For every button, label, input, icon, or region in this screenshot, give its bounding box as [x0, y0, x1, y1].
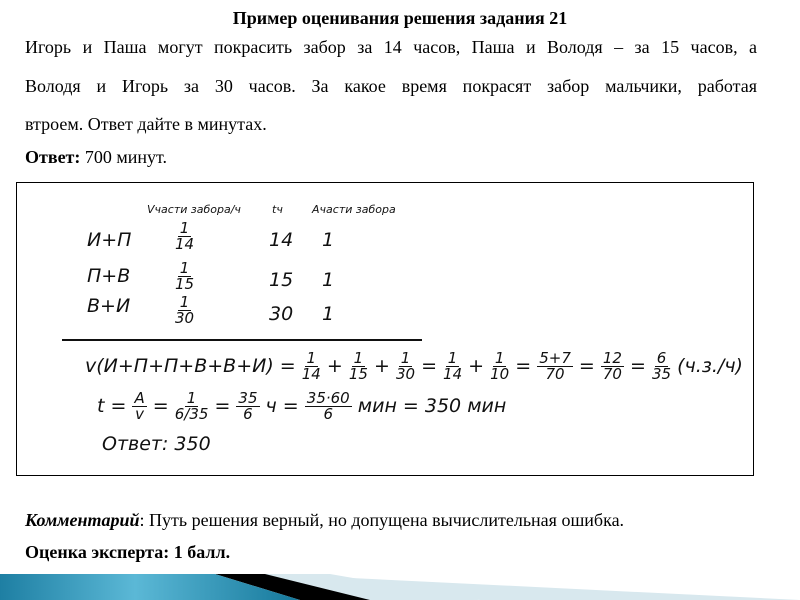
answer-line: [25, 147, 167, 168]
handwritten-answer: Ответ: 350: [102, 433, 211, 455]
comment: [25, 510, 624, 531]
row-time: 14: [269, 229, 294, 251]
comment-label: Комментарий: [25, 510, 140, 530]
divider: [62, 339, 422, 341]
row-pair: В+И: [87, 295, 131, 317]
comment-text: : Путь решения верный, но допущена вычислительная ошибка.: [139, 510, 625, 530]
header-a: Aчасти забора: [312, 203, 396, 216]
decorative-band: [0, 574, 800, 600]
answer-value: 700 минут.: [80, 147, 168, 167]
row-rate: $\frac{1}{30}$: [175, 293, 195, 327]
row-rate: $\frac{1}{14}$: [175, 219, 195, 253]
row-pair: П+В: [87, 265, 131, 287]
row-work: 1: [322, 269, 335, 291]
header-t: tч: [272, 203, 283, 216]
row-time: 30: [269, 303, 294, 325]
rate-equation: v(И+П+П+В+В+И) = $\frac{1}{14}$ + $\frac{1}{15}$ + $\frac{1}{30}$ = $\frac{1}{14}$ + $\frac{1}{10}$ = $\frac{5+7}{70}$ = $\frac{12}{70}$ = $\frac{6}{35}$ (ч.з./ч): [85, 349, 743, 383]
row-time: 15: [269, 269, 294, 291]
row-work: 1: [322, 303, 335, 325]
row-work: 1: [322, 229, 335, 251]
header-v: Vчасти забора/ч: [147, 203, 241, 216]
task-line: Володя и Игорь за 30 часов. За какое время покрасят забор мальчики, работая: [25, 76, 757, 96]
row-rate: $\frac{1}{15}$: [175, 259, 195, 293]
page-title: Пример оценивания решения задания 21: [232, 8, 568, 28]
row-pair: И+П: [87, 229, 132, 251]
task-line: втроем. Ответ дайте в минутах.: [25, 114, 267, 134]
time-equation: t = $\frac{A}{v}$ = $\frac{1}{6/35}$ = $\frac{35}{6}$ ч = $\frac{35\cdot 60}{6}$ мин = 350 мин: [97, 389, 507, 423]
handwritten-solution: [16, 182, 754, 476]
answer-label: Ответ:: [25, 147, 81, 167]
expert-score: Оценка эксперта: 1 балл.: [25, 542, 231, 562]
task-line: Игорь и Паша могут покрасить забор за 14 часов, Паша и Володя – за 15 часов, а: [25, 37, 757, 57]
